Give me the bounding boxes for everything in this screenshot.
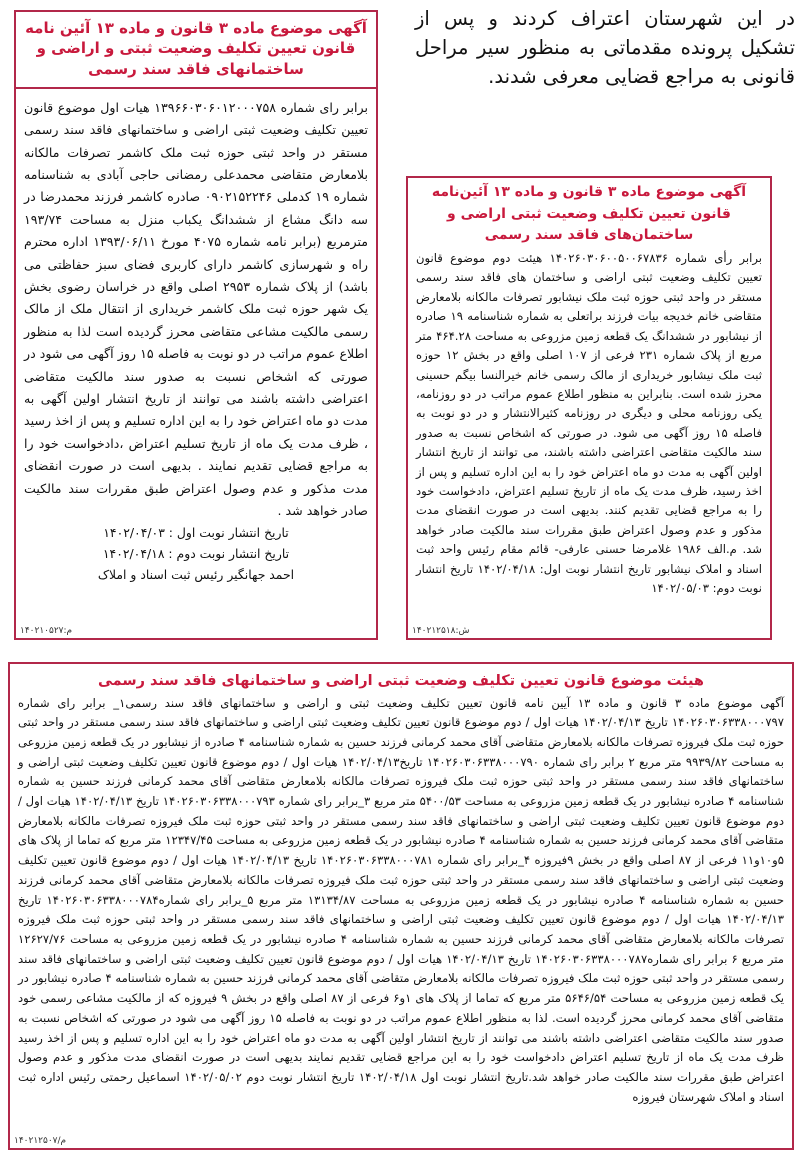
intro-text: در این شهرستان اعتراف کردند و پس از تشکیل پرونده مقدماتی به منظور سیر مراحل قانونی به مراجع قضایی معرفی شدند. <box>415 7 795 88</box>
notice-body: برابر رای شماره ۱۳۹۶۶۰۳۰۶۰۱۲۰۰۰۷۵۸ هیات اول موضوع قانون تعیین تکلیف وضعیت ثبتی اراضی و ساختمانهای فاقد سند رسمی مستقر در واحد ثبتی حوزه ثبت ملک کاشمر تصرفات مالکانه بلامعارض متقاضی محمدعلی رمضانی حاجی آبادی به شناسنامه شماره ۱۹ کدملی ۰۹۰۲۱۵۲۲۴۶ صادره کاشمر فرزند محمدرضا در سه دانگ مشاع از ششدانگ یکباب منزل به مساحت ۱۹۳/۷۴ مترمربع (برابر نامه شماره ۴۰۷۵ مورخ ۱۳۹۳/۰۶/۱۱ اداره محترم راه و شهرسازی کاشمر دارای کاربری فضای سبز حفاظتی می باشد) از پلاک شماره ۲۹۵۳ اصلی واقع در خراسان رضوی بخش یک شهر حوزه ثبت ملک کاشمر خریداری از انتقال ملک از مالک رسمی مالکیت مشاعی متقاضی محرز گردیده است لذا به منظور اطلاع عموم مراتب در دو نوبت به فاصله ۱۵ روز آگهی می شود در صورتی که اشخاص نسبت به صدور سند مالکیت متقاضی اعتراضی داشته باشند می توانند از تاریخ انتشار اولین آگهی به مدت دو ماه اعتراض خود را به این اداره تسلیم و پس از اخذ رسید ، ظرف مدت یک ماه از تاریخ تسلیم اعتراض ،دادخواست خود را به مراجع قضایی تقدیم نمایند . بدیهی است در صورت انقضای مدت مذکور و عدم وصول اعتراض طبق مقررات سند مالکیت صادر خواهد شد . <box>24 99 369 519</box>
notice-title: آگهی موضوع ماده ۳ قانون و ماده ۱۳ آئین‌نامه قانون تعیین تکلیف وضعیت ثبتی اراضی و ساختمان‌های فاقد سند رسمی <box>431 184 747 244</box>
publish-date-second: تاریخ انتشار نوبت دوم : ۱۴۰۲/۰۴/۱۸ <box>102 546 290 562</box>
notice-body: برابر رأی شماره ۱۴۰۲۶۰۳۰۶۰۰۵۰۰۶۷۸۳۶ هیئت دوم موضوع قانون تعیین تکلیف وضعیت ثبتی اراضی و ساختمان های فاقد سند رسمی مستقر در واحد ثبتی حوزه ثبت ملک نیشابور تصرفات مالکانه بلامعارض متقاضی خانم خدیجه بیات فرزند براتعلی به شماره شناسنامه ۱۹ صادره از نیشابور در ششدانگ یک قطعه زمین مزروعی به مساحت ۴۶۴.۲۸ متر مربع از پلاک شماره ۲۳۱ فرعی از ۱۰۷ اصلی واقع در بخش ۱۲ حوزه ثبت ملک نیشابور خریداری از مالک رسمی خانم خیرالنسا بیگم حسینی محرز شده است. بنابراین به منظور اطلاع عموم مراتب در دو روزنامه، یکی روزنامه محلی و دیگری در روزنامه کثیرالانتشار و در دو نوبت به فاصله ۱۵ روز آگهی می شود. در صورتی که اشخاص نسبت به صدور سند مالکیت متقاضی اعتراضی داشته باشند، می توانند از تاریخ انتشار اولین آگهی به مدت دو ماه اعتراض خود را به این اداره تسلیم و پس از اخذ رسید، ظرف مدت یک ماه از تاریخ تسلیم اعتراض، دادخواست خود را به مراجع قضایی تقدیم کنند. بدیهی است در صورت انقضای مدت مذکور و عدم وصول اعتراض طبق مقررات سند مالکیت صادر خواهد شد. م.الف ۱۹۸۶ غلامرضا حسنی عارفی- قائم مقام رئیس واحد ثبت اسناد و املاک نیشابور تاریخ انتشار نوبت اول: ۱۴۰۲/۰۴/۱۸ تاریخ انتشار نوبت دوم: ۱۴۰۲/۰۵/۰۳ <box>416 251 763 595</box>
publish-date-first: تاریخ انتشار نوبت اول : ۱۴۰۲/۰۴/۰۳ <box>103 525 289 541</box>
intro-article-fragment <box>415 0 795 104</box>
ad-code: ۱۴۰۲۱۰۵۲۷:م <box>20 626 73 636</box>
ad-code: م/۱۴۰۲۱۲۵۰۷ <box>14 1136 67 1146</box>
notice-body: آگهی موضوع ماده ۳ قانون و ماده ۱۳ آیین نامه قانون تعیین تکلیف وضعیت ثبتی و اراضی و ساختمانهای فاقد سند رسمی۱_ برابر رای شماره ۱۴۰۲۶۰۳۰۶۳۳۸۰۰۰۷۹۷ تاریخ ۱۴۰۲/۰۴/۱۳ هیات اول / دوم موضوع قانون تعیین تکلیف وضعیت ثبتی اراضی و ساختمانهای فاقد سند رسمی مستقر در واحد ثبتی حوزه ثبت ملک فیروزه تصرفات مالکانه بلامعارض متقاضی آقای محمد کرمانی فرزند حسین به شماره شناسنامه ۴ صادره از نیشابور در یک قطعه زمین مزروعی به مساحت ۹۹۳۹/۸۲ متر مربع ۲ برابر رای شماره ۱۴۰۲۶۰۳۰۶۳۳۸۰۰۰۷۹۰ تاریخ۱۴۰۲/۰۴/۱۳ هیات اول / دوم موضوع قانون تعیین تکلیف وضعیت ثبتی اراضی و ساختمانهای فاقد سند رسمی مستقر در واحد ثبتی حوزه ثبت ملک فیروزه تصرفات مالکانه بلامعارض متقاضی آقای محمد کرمانی فرزند حسین به شماره شناسنامه ۴ صادره نیشابور در یک قطعه زمین مزروعی به مساحت ۵۴۰۰/۵۳ متر مربع ۳_برابر رای شماره ۱۴۰۲۶۰۳۰۶۳۳۸۰۰۰۷۹۳ تاریخ ۱۴۰۲/۰۴/۱۳ هیات اول / دوم موضوع قانون تعیین تکلیف وضعیت ثبتی اراضی و ساختمانهای فاقد سند رسمی مستقر در واحد ثبتی حوزه ثبت ملک فیروزه تصرفات مالکانه بلامعارض متقاضی آقای محمد کرمانی فرزند حسین به شماره شناسنامه ۴ صادره نیشابور در یک قطعه زمین مزروعی به مساحت ۱۲۳۴۷/۴۵ متر مربع که تماما از پلاک های ۵و۱۰و۱۱ فرعی از ۸۷ اصلی واقع در بخش ۹فیروزه ۴_برابر رای شماره ۱۴۰۲۶۰۳۰۶۳۳۸۰۰۰۷۸۱ تاریخ ۱۴۰۲/۰۴/۱۳ هیات اول / دوم موضوع قانون تعیین تکلیف وضعیت ثبتی اراضی و ساختمانهای فاقد سند رسمی مستقر در واحد ثبتی حوزه ثبت ملک فیروزه تصرفات مالکانه بلامعارض متقاضی آقای محمد کرمانی فرزند حسین به شماره شناسنامه ۴ صادره نیشابور در یک قطعه زمین مزروعی به مساحت ۱۳۱۳۴/۸۷ متر مربع ۵_برابر رای شماره۱۴۰۲۶۰۳۰۶۳۳۸۰۰۰۷۸۴ تاریخ ۱۴۰۲/۰۴/۱۳ هیات اول / دوم موضوع قانون تعیین تکلیف وضعیت ثبتی اراضی و ساختمانهای فاقد سند رسمی مستقر در واحد ثبتی حوزه ثبت ملک فیروزه تصرفات مالکانه بلامعارض متقاضی آقای محمد کرمانی فرزند حسین به شماره شناسنامه ۴ صادره نیشابور در یک قطعه زمین مزروعی به مساحت ۱۲۶۲۷/۷۶ متر مربع ۶ برابر رای شماره۱۴۰۲۶۰۳۰۶۳۳۸۰۰۰۷۸۷ تاریخ ۱۴۰۲/۰۴/۱۳ هیات اول / دوم موضوع قانون تعیین تکلیف وضعیت ثبتی اراضی و ساختمانهای فاقد سند رسمی مستقر در واحد ثبتی حوزه ثبت ملک فیروزه تصرفات مالکانه بلامعارض متقاضی آقای محمد کرمانی فرزند حسین به شماره شناسنامه ۴ صادره نیشابور در یک قطعه زمین مزروعی به مساحت ۵۶۴۶/۵۴ متر مربع که تماما از پلاک های ۱و۶ فرعی از ۸۷ اصلی واقع در بخش ۹ فیروزه که از مالکیت مشاعی رسمی خود متقاضی آقای محمد کرمانی محرز گردیده است. لذا به منظور اطلاع عموم مراتب در دو نوبت به فاصله ۱۵ روز آگهی می شود در صورتی که اشخاص نسبت به صدور سند مالکیت متقاضی اعتراضی داشته باشند می توانند از تاریخ انتشار اولین آگهی به مدت دو ماه اعتراض خود را به این اداره تسلیم و پس از اخذ رسید ظرف مدت یک ماه از تاریخ تسلیم اعتراض دادخواست خود را به این مراجع قضایی تقدیم نمایند بدیهی است در صورت انقضای مدت مذکور و عدم وصول اعتراض طبق مقررات سند مالکیت صادر خواهد شد.تاریخ انتشار نوبت اول ۱۴۰۲/۰۴/۱۸ تاریخ انتشار نوبت دوم ۱۴۰۲/۰۵/۰۲ اسماعیل رحمتی رئیس اداره ثبت اسناد و املاک شهرستان فیروزه <box>18 695 785 1104</box>
notice-neyshabur <box>406 176 772 640</box>
notice-title: هیئت موضوع قانون تعیین تکلیف وضعیت ثبتی اراضی و ساختمانهای فاقد سند رسمی <box>97 673 704 689</box>
ad-code: ۱۴۰۲۱۲۵۱۸:ش <box>412 626 470 636</box>
notice-title: آگهی موضوع ماده ۳ قانون و ماده ۱۳ آئین نامه قانون تعیین تکلیف وضعیت ثبتی و اراضی و ساختمانهای فاقد سند رسمی <box>16 12 376 89</box>
notice-firuzeh <box>8 662 794 1150</box>
notice-kashmar <box>14 10 378 640</box>
signature: احمد جهانگیر رئیس ثبت اسناد و املاک <box>97 567 295 583</box>
